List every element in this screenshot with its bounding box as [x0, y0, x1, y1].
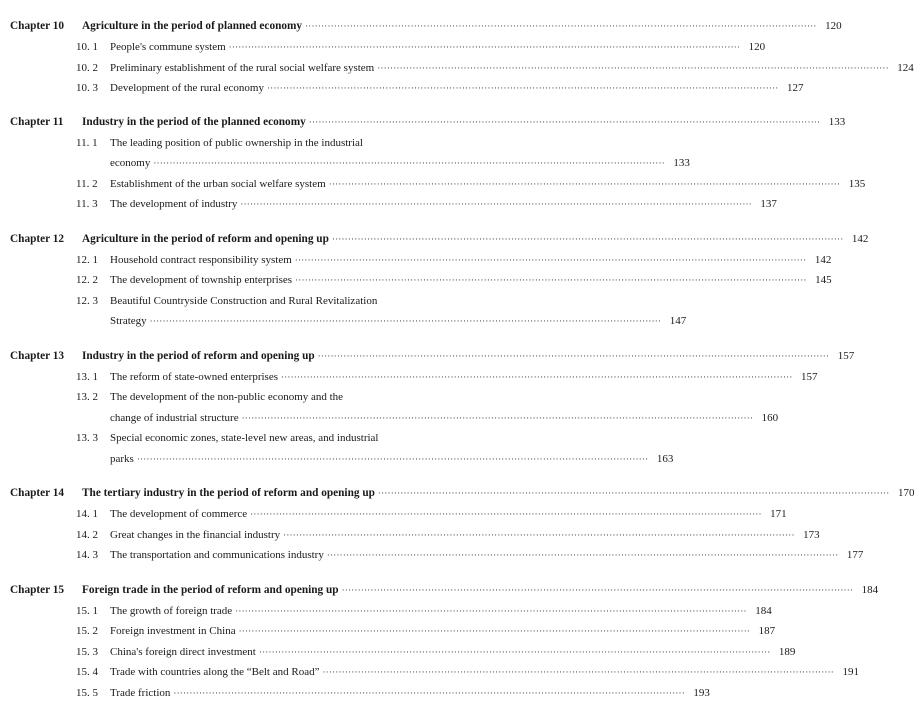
section-title: Trade with countries along the “Belt and Road”: [110, 666, 320, 678]
page-number: 171: [770, 508, 787, 520]
dot-leader: ································································································································································: [149, 316, 662, 326]
chapter-heading[interactable]: [10, 16, 842, 37]
section-number: 13. 2: [76, 391, 98, 403]
section-entry[interactable]: [10, 311, 687, 332]
section-title: The development of the non-public economy and the: [110, 391, 344, 403]
dot-leader: ································································································································································: [308, 116, 821, 127]
section-number: 15. 3: [76, 645, 98, 658]
chapter-title: Industry in the period of reform and opening up: [82, 349, 315, 362]
section-entry[interactable]: [10, 408, 779, 429]
section-title: Preliminary establishment of the rural social welfare system: [110, 61, 375, 74]
page-number: 157: [837, 349, 855, 362]
chapter-heading[interactable]: [10, 483, 914, 504]
section-entry[interactable]: [10, 683, 710, 704]
dot-leader: ································································································································································: [136, 453, 649, 464]
section-title: The growth of foreign trade: [110, 604, 233, 617]
dot-leader: ································································································································································: [250, 509, 762, 519]
section-title: Special economic zones, state-level new areas, and industrial: [110, 432, 379, 444]
page-number: 191: [842, 666, 859, 678]
section-entry[interactable]: [10, 601, 772, 622]
section-entry[interactable]: [10, 270, 832, 291]
section-title: The development of industry: [110, 198, 238, 210]
section-entry[interactable]: [10, 504, 787, 525]
section-number: 11. 3: [76, 198, 98, 210]
section-number: 13. 1: [76, 370, 98, 383]
section-number: 11. 1: [76, 136, 98, 149]
dot-leader: ································································································································································: [283, 529, 795, 540]
section-entry[interactable]: [10, 37, 766, 58]
section-entry[interactable]: [10, 449, 674, 470]
section-title: People's commune system: [110, 41, 226, 53]
page-number: 147: [669, 315, 687, 327]
dot-leader: ································································································································································: [173, 687, 685, 698]
dot-leader: ································································································································································: [326, 550, 839, 560]
section-entry[interactable]: [10, 174, 866, 195]
section-entry[interactable]: [10, 621, 776, 642]
section-entry[interactable]: [10, 367, 818, 388]
section-number: 11. 2: [76, 177, 98, 190]
section-title: Beautiful Countryside Construction and Rural Revitalization: [110, 294, 378, 307]
chapter-number: Chapter 15: [10, 583, 65, 596]
page-number: 184: [755, 604, 772, 617]
section-title: The leading position of public ownership in the industrial: [110, 136, 363, 149]
section-entry[interactable]: [10, 78, 804, 99]
dot-leader: ································································································································································: [235, 605, 747, 616]
page-number: 133: [828, 115, 846, 128]
section-number: 10. 1: [76, 41, 98, 53]
chapter-block: [10, 229, 869, 332]
dot-leader: ································································································································································: [153, 158, 665, 168]
page-number: 142: [814, 253, 832, 266]
chapter-heading[interactable]: [10, 580, 879, 601]
page-number: 142: [851, 232, 869, 245]
section-title: Strategy: [110, 315, 147, 327]
chapter-block: [10, 346, 855, 470]
section-number: 12. 3: [76, 294, 98, 307]
dot-leader: ································································································································································: [322, 667, 834, 677]
chapter-heading[interactable]: [10, 346, 855, 367]
dot-leader: ································································································································································: [305, 21, 817, 31]
table-of-contents: [10, 16, 914, 717]
page-number: 177: [846, 549, 864, 561]
section-entry[interactable]: [10, 662, 859, 683]
section-title: The development of township enterprises: [110, 274, 293, 286]
section-title: The transportation and communications industry: [110, 549, 324, 561]
section-number: 15. 2: [76, 625, 98, 637]
section-entry[interactable]: [10, 250, 832, 271]
page-number: 145: [815, 274, 832, 286]
dot-leader: ································································································································································: [241, 412, 754, 423]
section-number: 12. 1: [76, 253, 98, 266]
section-entry[interactable]: [10, 58, 914, 79]
chapter-block: [10, 16, 914, 99]
section-title: China's foreign direct investment: [110, 645, 256, 658]
page-number: 163: [656, 452, 674, 465]
section-entry[interactable]: [10, 545, 864, 566]
chapter-number: Chapter 13: [10, 349, 65, 362]
chapter-number: Chapter 12: [10, 232, 65, 245]
dot-leader: ································································································································································: [317, 350, 830, 361]
chapter-number: Chapter 10: [10, 20, 65, 32]
chapter-title: Foreign trade in the period of reform and opening up: [82, 583, 339, 596]
dot-leader: ································································································································································: [328, 178, 841, 189]
dot-leader: ································································································································································: [258, 646, 771, 657]
page-number: 137: [760, 198, 777, 210]
page-number: 184: [861, 583, 879, 596]
chapter-block: [10, 483, 914, 566]
page-number: 124: [897, 61, 914, 74]
page-number: 120: [748, 41, 766, 53]
chapter-heading[interactable]: [10, 229, 869, 250]
section-number: 10. 2: [76, 61, 98, 74]
section-entry[interactable]: [10, 291, 466, 312]
section-title: The development of commerce: [110, 508, 248, 520]
page-number: 170: [897, 487, 914, 499]
page-number: 135: [848, 177, 866, 190]
chapter-title: Agriculture in the period of planned economy: [82, 20, 303, 32]
chapter-block: [10, 580, 879, 704]
dot-leader: ································································································································································: [377, 488, 890, 498]
dot-leader: ································································································································································: [331, 233, 844, 244]
section-title: Great changes in the financial industry: [110, 528, 281, 541]
chapter-title: The tertiary industry in the period of reform and opening up: [82, 487, 375, 499]
page-number: 187: [758, 625, 776, 637]
chapter-number: Chapter 14: [10, 487, 65, 499]
page-number: 189: [778, 645, 796, 658]
section-title: The reform of state-owned enterprises: [110, 370, 278, 383]
page-number: 157: [801, 370, 818, 383]
dot-leader: ································································································································································: [341, 584, 854, 595]
section-title: parks: [110, 452, 134, 465]
section-entry[interactable]: [10, 387, 466, 408]
page-number: 127: [786, 82, 804, 94]
section-number: 13. 3: [76, 432, 98, 444]
section-number: 15. 5: [76, 686, 98, 699]
section-title: Household contract responsibility system: [110, 253, 292, 266]
dot-leader: ································································································································································: [281, 371, 793, 382]
chapter-block: [10, 112, 866, 215]
section-entry[interactable]: [10, 153, 690, 174]
dot-leader: ································································································································································: [238, 626, 751, 636]
dot-leader: ································································································································································: [240, 199, 752, 209]
section-number: 15. 1: [76, 604, 98, 617]
section-entry[interactable]: [10, 525, 820, 546]
section-number: 14. 1: [76, 508, 98, 520]
dot-leader: ································································································································································: [295, 275, 807, 285]
page-number: 193: [693, 686, 710, 699]
section-title: economy: [110, 157, 151, 169]
page-number: 133: [673, 157, 690, 169]
chapter-number: Chapter 11: [10, 115, 64, 128]
section-title: Establishment of the urban social welfare system: [110, 177, 326, 190]
section-number: 14. 2: [76, 528, 98, 541]
chapter-title: Agriculture in the period of reform and opening up: [82, 232, 329, 245]
chapter-heading[interactable]: [10, 112, 846, 133]
section-entry[interactable]: [10, 642, 796, 663]
dot-leader: ································································································································································: [377, 62, 889, 73]
chapter-title: Industry in the period of the planned economy: [82, 115, 306, 128]
section-entry[interactable]: [10, 133, 466, 154]
section-title: Foreign investment in China: [110, 625, 236, 637]
section-title: Development of the rural economy: [110, 82, 264, 94]
dot-leader: ································································································································································: [266, 83, 779, 93]
dot-leader: ································································································································································: [294, 254, 807, 265]
page-number: 173: [803, 528, 820, 541]
section-number: 12. 2: [76, 274, 98, 286]
page-number: 160: [761, 411, 779, 424]
section-number: 10. 3: [76, 82, 98, 94]
section-number: 15. 4: [76, 666, 98, 678]
section-number: 14. 3: [76, 549, 98, 561]
section-entry[interactable]: [10, 194, 777, 215]
section-title: change of industrial structure: [110, 411, 239, 424]
page-number: 120: [825, 20, 842, 32]
section-title: Trade friction: [110, 686, 171, 699]
section-entry[interactable]: [10, 428, 466, 449]
dot-leader: ································································································································································: [228, 42, 741, 52]
